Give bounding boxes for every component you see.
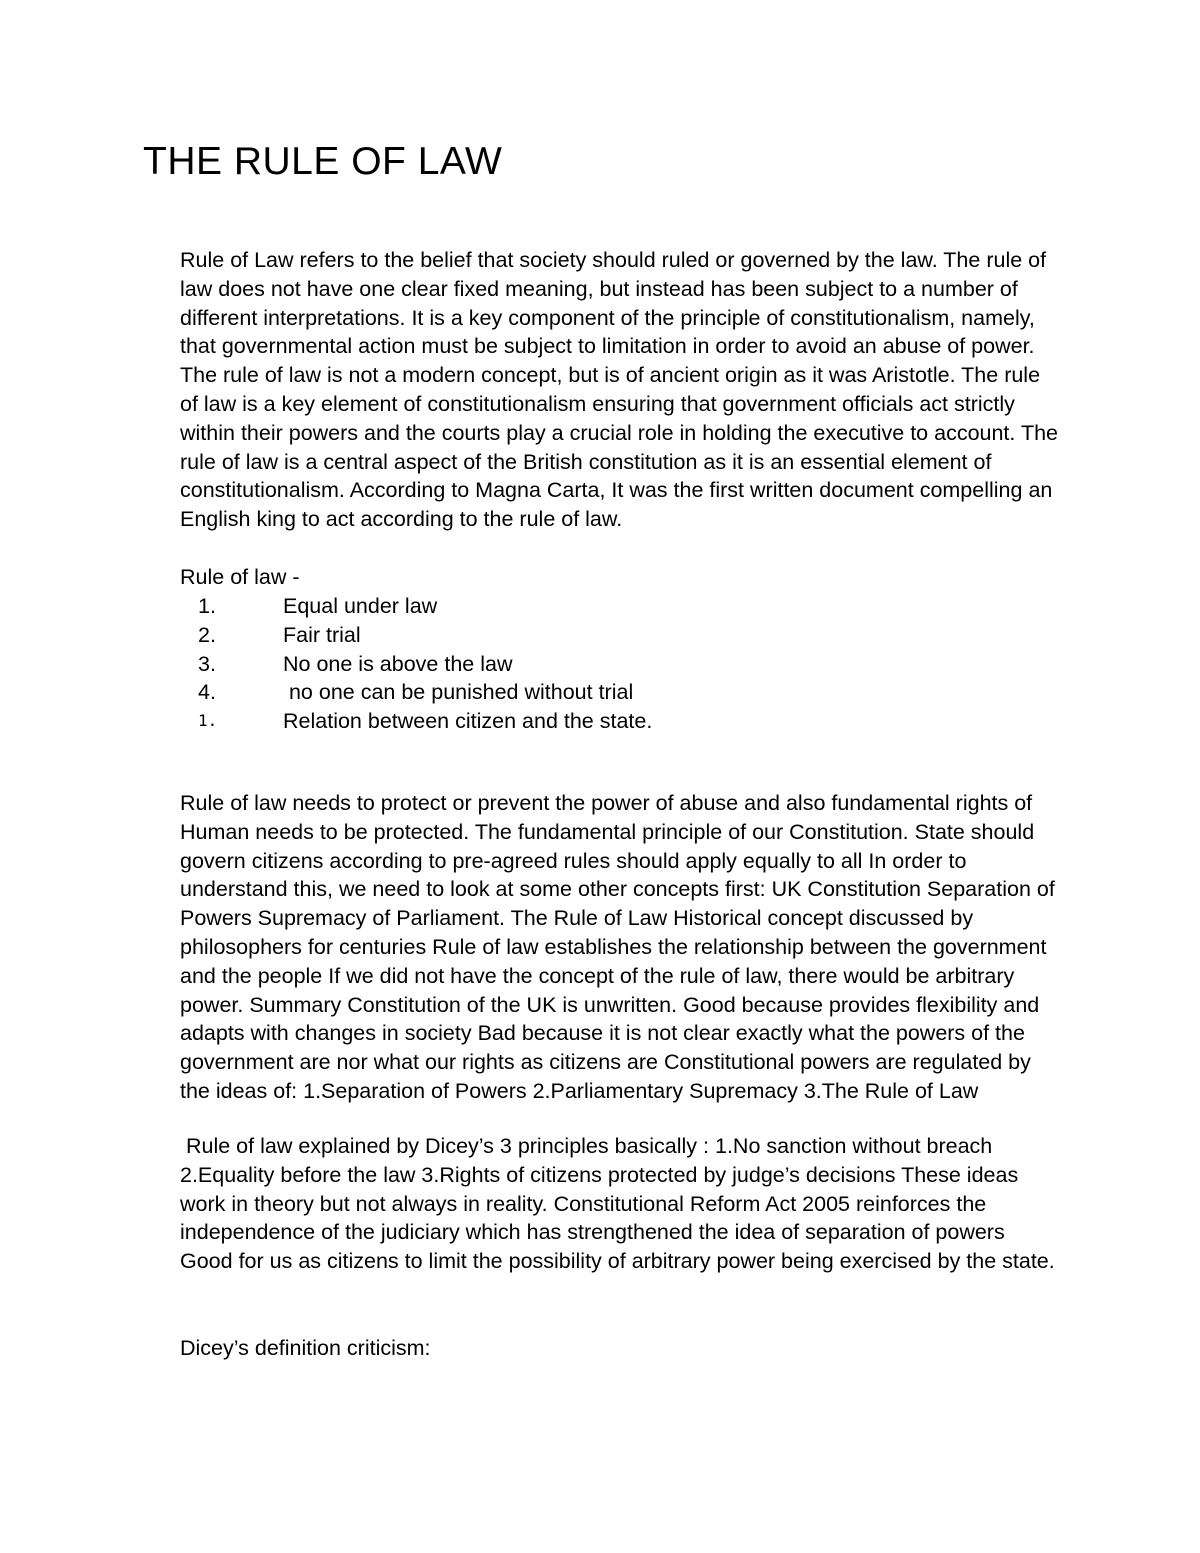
dicey-paragraph: Rule of law explained by Dicey’s 3 principles basically : 1.No sanction without breach 2.Equality before the law 3.Rights of citizens protected by judge’s decisions These ideas work in theory but not always in reality. Constitutional Reform Act 2005 reinforces the independence of the judiciary which has strengthened the idea of separation of powers Good for us as citizens to limit the possibility of arbitrary power being exercised by the state. [180, 1134, 1055, 1274]
list-item-text: No one is above the law [283, 651, 513, 676]
list-item [180, 592, 1060, 621]
list-item-text: Fair trial [283, 622, 361, 647]
rule-of-law-list [180, 592, 1060, 736]
list-item [180, 707, 1060, 736]
list-item [180, 678, 1060, 707]
criticism-heading: Dicey’s definition criticism: [180, 1336, 431, 1360]
list-item [180, 621, 1060, 650]
document-title: THE RULE OF LAW [143, 140, 503, 183]
list-item-number: 2. [198, 622, 216, 647]
list-item-text: Relation between citizen and the state. [283, 709, 653, 734]
list-item-number: 1. [198, 594, 216, 618]
list-item [180, 650, 1060, 679]
list-item-text: Equal under law [283, 594, 438, 618]
intro-paragraph: Rule of Law refers to the belief that society should ruled or governed by the law. The rule of law does not have one clear fixed meaning, but instead has been subject to a number of different interpretations. It is a key component of the principle of constitutionalism, namely, that governmental action must be subject to limitation in order to avoid an abuse of power. The rule of law is not a modern concept, but is of ancient origin as it was Aristotle. The rule of law is a key element of constitutionalism ensuring that government officials act strictly within their powers and the courts play a crucial role in holding the executive to account. The rule of law is a central aspect of the British constitution as it is an essential element of constitutionalism. According to Magna Carta, It was the first written document compelling an English king to act according to the rule of law. [180, 248, 1059, 532]
list-heading: Rule of law - [180, 565, 300, 589]
list-item-number: 1. [198, 711, 218, 731]
list-item-number: 4. [198, 680, 216, 705]
list-item-number: 3. [198, 651, 216, 676]
second-paragraph: Rule of law needs to protect or prevent the power of abuse and also fundamental rights of Human needs to be protected. The fundamental principle of our Constitution. State should govern citizens according to pre-agreed rules should apply equally to all In order to understand this, we need to look at some other concepts first: UK Constitution Separation of Powers Supremacy of Parliament. The Rule of Law Historical concept discussed by philosophers for centuries Rule of law establishes the relationship between the government and the people If we did not have the concept of the rule of law, there would be arbitrary power. Summary Constitution of the UK is unwritten. Good because provides flexibility and adapts with changes in society Bad because it is not clear exactly what the powers of the government are nor what our rights as citizens are Constitutional powers are regulated by the ideas of: 1.Separation of Powers 2.Parliamentary Supremacy 3.The Rule of Law [180, 791, 1055, 1103]
list-item-text: no one can be punished without trial [283, 680, 634, 705]
